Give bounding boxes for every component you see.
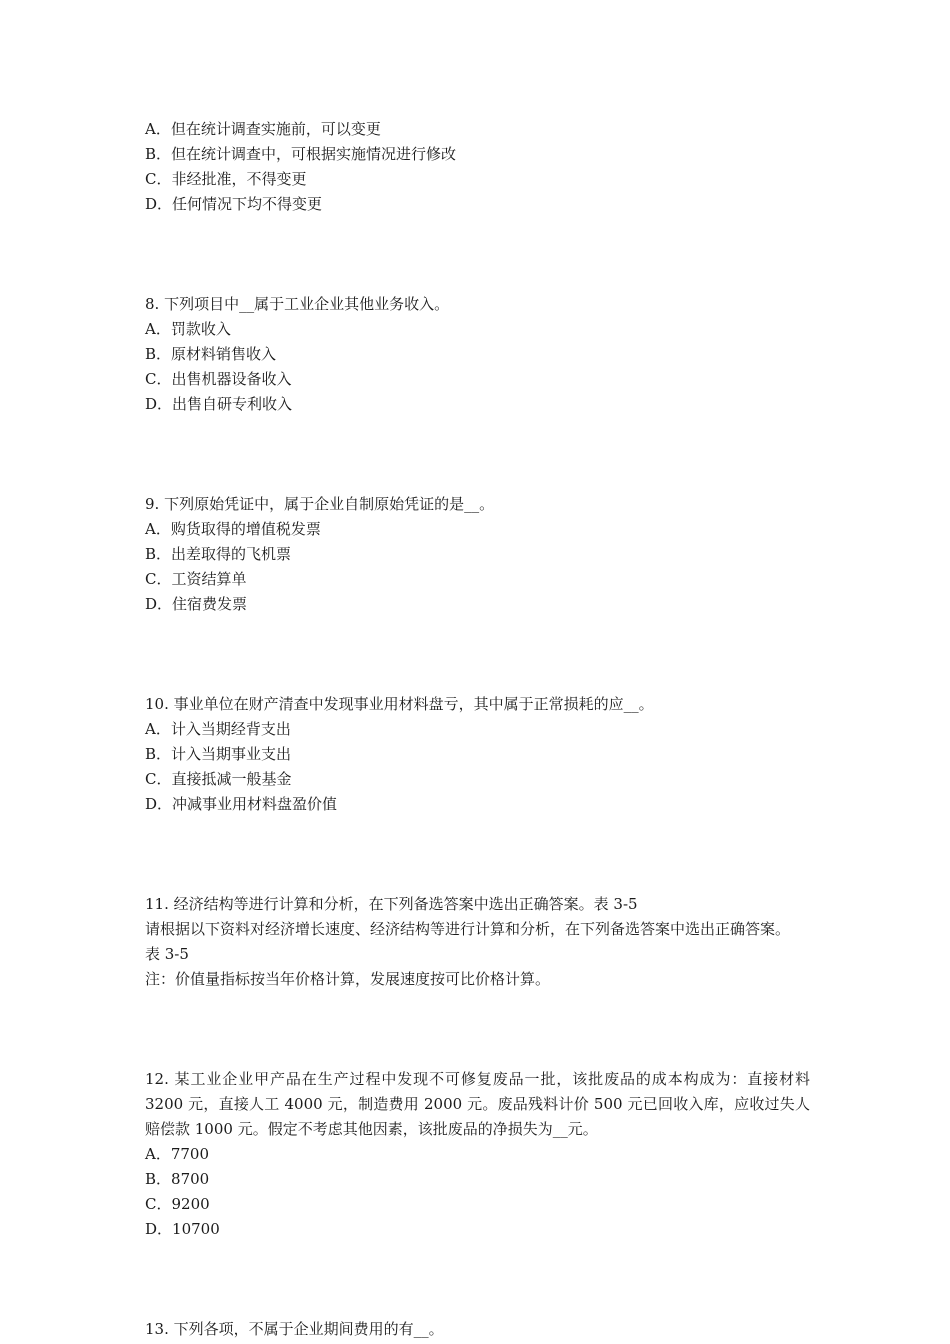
option-a: A．罚款收入 (145, 320, 231, 338)
option-d: D．出售自研专利收入 (145, 395, 293, 413)
option-d: D．10700 (145, 1220, 220, 1238)
spacer (145, 1242, 810, 1317)
question-stem: 12. 某工业企业甲产品在生产过程中发现不可修复废品一批，该批废品的成本构成为：直接材料 3200 元，直接人工 4000 元，制造费用 2000 元。废品残料计价 500 元已回收入库，应收过失人赔偿款 1000 元。假定不考虑其他因素，该批废品的净损失为__元。 (145, 1070, 810, 1138)
question-stem: 8. 下列项目中__属于工业企业其他业务收入。 (145, 295, 450, 313)
option-c: C．直接抵减一般基金 (145, 770, 292, 788)
option-b: B．出差取得的飞机票 (145, 545, 292, 563)
spacer (145, 217, 810, 292)
option-c: C．工资结算单 (145, 570, 247, 588)
question-7 (145, 117, 810, 217)
option-a: A．购货取得的增值税发票 (145, 520, 321, 538)
table-label: 表 3-5 (145, 945, 189, 963)
option-a: A．但在统计调查实施前，可以变更 (145, 120, 381, 138)
option-d: D．任何情况下均不得变更 (145, 195, 323, 213)
option-c: C．非经批准，不得变更 (145, 170, 307, 188)
option-b: B．但在统计调查中，可根据实施情况进行修改 (145, 145, 457, 163)
question-12 (145, 1067, 810, 1242)
question-stem: 11. 经济结构等进行计算和分析，在下列备选答案中选出正确答案。表 3-5 (145, 895, 638, 913)
question-stem: 9. 下列原始凭证中，属于企业自制原始凭证的是__。 (145, 495, 495, 513)
table-note: 注：价值量指标按当年价格计算，发展速度按可比价格计算。 (145, 970, 551, 988)
question-stem: 13. 下列各项，不属于企业期间费用的有__。 (145, 1320, 444, 1338)
question-8 (145, 292, 810, 417)
question-13 (145, 1317, 810, 1342)
question-11 (145, 892, 810, 992)
spacer (145, 992, 810, 1067)
option-d: D．冲减事业用材料盘盈价值 (145, 795, 338, 813)
question-list (145, 117, 810, 1342)
spacer (145, 617, 810, 692)
spacer (145, 417, 810, 492)
question-9 (145, 492, 810, 617)
question-10 (145, 692, 810, 817)
option-c: C．9200 (145, 1195, 210, 1213)
question-paragraph: 请根据以下资料对经济增长速度、经济结构等进行计算和分析，在下列备选答案中选出正确答案。 (145, 920, 791, 938)
option-a: A．计入当期经背支出 (145, 720, 291, 738)
option-b: B．原材料销售收入 (145, 345, 277, 363)
option-a: A．7700 (145, 1145, 210, 1163)
spacer (145, 817, 810, 892)
option-b: B．计入当期事业支出 (145, 745, 292, 763)
option-b: B．8700 (145, 1170, 210, 1188)
option-d: D．住宿费发票 (145, 595, 248, 613)
question-stem: 10. 事业单位在财产清查中发现事业用材料盘亏，其中属于正常损耗的应__。 (145, 695, 654, 713)
option-c: C．出售机器设备收入 (145, 370, 292, 388)
